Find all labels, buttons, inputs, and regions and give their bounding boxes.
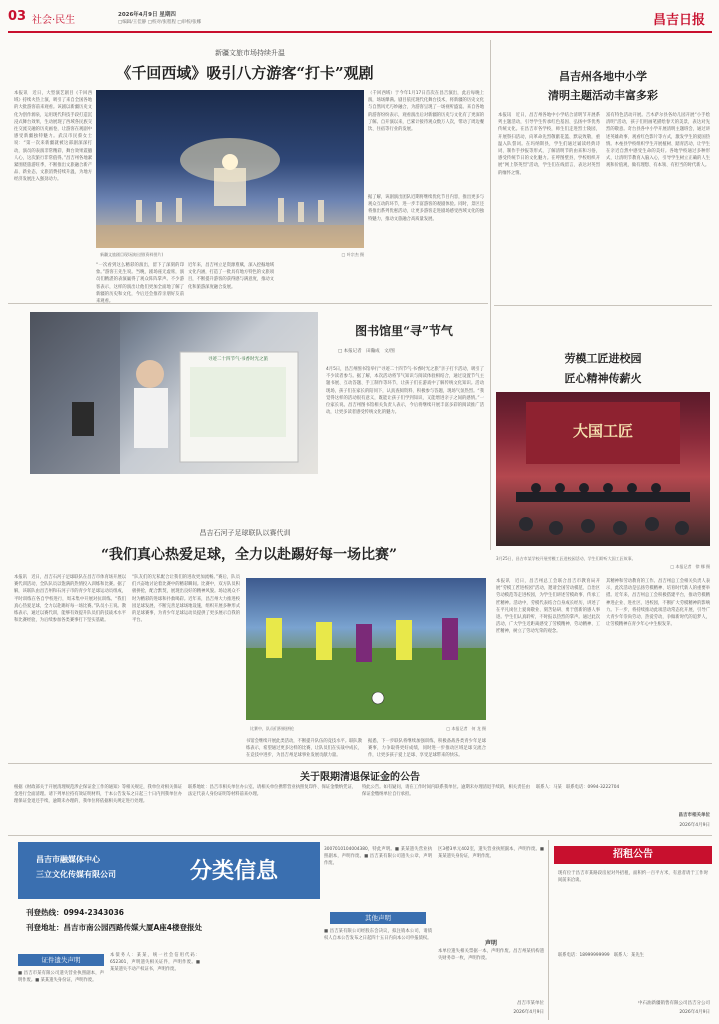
article2-title-line1: 昌吉州各地中小学 — [559, 70, 647, 83]
section-divider — [494, 305, 712, 306]
classifieds-media-line1: 昌吉市融媒体中心 — [36, 855, 100, 864]
recruit-contact: 联系电话：18999999999 联系人：某先生 — [558, 953, 644, 958]
article1-photo-caption: 新疆文旅剧目现场演出照(资料图片) — [100, 252, 164, 257]
recruit-body: 现有位于昌吉市某路段房屋对外招租，面积约一百平方米，有意者请于工作时间前来洽谈。 — [558, 871, 708, 884]
notice-title: 关于限期清退保证金的公告 — [300, 772, 420, 783]
editor-meta: □编辑/王佳静 □校对/张程程 □审校/张娜 — [118, 20, 202, 25]
statement-text: 本单位遗失相关票据一本，声明作废。昌吉州某机构遗失财务章一枚，声明作废。 — [438, 949, 544, 962]
article3-body: 4月5日，昌吉州图书馆举行“寻迹二十四节气·书香时光之旅”亲子打卡活动，吸引了不少读者参与。据了解，本次活动将节气知识与阅读体验相结合，通过设置节气主题书展、互动答题、手工制作等环节，让孩子们在游戏中了解传统文化知识。活动现场，孩子们在家长的陪同下，认真查阅资料、积极参与答题，现场气氛热烈。“我觉得这样的活动很有意义，既能让孩子们学到知识，又能增进亲子之间的感情。”一位家长说。昌吉州图书馆相关负责人表示，今后将继续开展丰富多彩的阅读推广活动，让更多读者感受传统文化的魅力。 — [326, 367, 484, 416]
article4-photo-credit: □ 本报记者 徐 娜 摄 — [670, 564, 710, 569]
stage-performance-illustration — [96, 90, 364, 248]
notice-col4: 联系人：马某 联系电话：0994-3222704 — [536, 785, 620, 790]
article5-col4: 据悉，下一步联队将继续加强训练，积极备战各类青少年足球赛事，力争取得更好成绩，同时进一步推动区域足球交流合作，让更多孩子爱上足球、享受足球带来的快乐。 — [368, 739, 486, 759]
classifieds-address: 刊登地址：昌吉市南公园西路传媒大厦A座4楼登报处 — [26, 923, 203, 932]
notice-col3: 特此公告。如有疑问，请在工作时间内联系我单位。逾期未办理清退手续的，相关责任由保证金缴纳单位自行承担。 — [362, 785, 530, 798]
article5-col3: 书馆会继续开展此类活动，不断提升队伍的竞技水平。联队教练表示，希望通过更多这样的比赛，让队员们在实战中成长，在竞技中进步，为昌吉州足球事业发展贡献力量。 — [246, 739, 363, 759]
workshop-hall-illustration — [496, 392, 710, 546]
issue-date: 2026年4月9日 星期四 — [118, 12, 176, 18]
article1-col3: 据了解，该剧演出团队近期将继续优化节目内容，推出更多与观众互动的环节，进一步丰富游客的观剧体验。同时，景区还将推出系列优惠活动，让更多游客走进剧场感受西域文化的独特魅力，推动文旅融合高质量发展。 — [368, 195, 485, 222]
article5-photo — [246, 578, 486, 720]
article1-photo-credit: □ 叶宗杰 摄 — [341, 252, 364, 257]
lost-col2: 本债务人：某某，统一社会信用代码：652301，声明遗失相关证件，声明作废。■ 某某遗失不动产权证书，声明作废。 — [110, 953, 200, 973]
statement-issuer: 昌吉市某单位 — [517, 1001, 544, 1006]
notice-date: 2026年4月9日 — [679, 823, 710, 828]
recruit-issuer: 中石油新疆销售有限公司昌吉分公司 — [638, 1001, 710, 1006]
classifieds-banner — [18, 842, 320, 899]
article3-title: 图书馆里“寻”节气 — [355, 324, 453, 338]
recruit-date: 2026年4月9日 — [679, 1010, 710, 1015]
lost-col3: 3007010104004380，特此声明。■ 某某遗失营业执照副本，声明作废。■ 昌吉某有限公司遗失公章，声明作废。 — [324, 847, 432, 867]
article1-col5: 近年来，昌吉州立足资源禀赋，深入挖掘地域文化内涵，打造了一批具有地方特色的文旅项目，不断提升游客的获得感与满意度，推动文化和旅游深度融合发展。 — [188, 263, 274, 290]
article3-sign: 寻迹二十四节气·书香时光之旅 — [208, 357, 268, 362]
section-name: 社会·民生 — [32, 15, 76, 26]
article4-col2: 其精神和劳动教育的工作。昌吉州总工会相关负责人表示，此次活动是弘扬劳模精神、培育时代新人的重要举措。近年来，昌吉州总工会积极搭建平台，推动劳模精神进企业、进社区、进校园，不断扩大劳模精神的影响力。下一步，将持续推动此项活动常态化开展，引导广大青少年崇尚劳动、热爱劳动，争做新时代的追梦人，让劳模精神在青少年心中生根发芽。 — [606, 579, 710, 628]
page-header — [0, 0, 719, 30]
article3-byline: □ 本报记者 田瀚成 文/图 — [338, 349, 395, 354]
article5-title: “我们真心热爱足球，全力以赴踢好每一场比赛” — [100, 547, 398, 563]
article1-title: 《千回西域》吸引八方游客“打卡”观剧 — [116, 64, 374, 82]
article4-photo-caption: 3月25日，昌吉市某学校开展劳模工匠进校园活动，学生们聆听大国工匠故事。 — [496, 556, 636, 561]
article3-photo — [30, 312, 318, 474]
article5-col1: 本报讯 近日，昌吉石河子足球联队在昌吉市体育场开展以赛代训活动，全队队员以饱满的热情投入训练和比赛。据了解，该联队由昌吉州和石河子市的青少年足球运动员组成，平时训练在各自学校进行，周末集中开展对抗训练。“我们真心热爱足球，全力以赴踢好每一场比赛。”队员小王说。教练表示，通过以赛代训，能够有效提升队员们的技战术水平和比赛经验，为后续参加各类赛事打下坚实基础。 — [14, 575, 126, 624]
page-number: 03 — [8, 9, 27, 24]
notice-issuer: 昌吉市相关单位 — [678, 813, 710, 818]
column-divider — [548, 840, 549, 1020]
statement-title: 声明 — [484, 940, 497, 947]
section-divider — [8, 835, 712, 836]
article5-subtitle: 昌吉石河子足球联队以赛代训 — [199, 529, 291, 537]
header-divider — [8, 31, 712, 33]
article1-col2: （千回西域）于今年1月17日首次在昌吉演出，此后每晚上演，场场爆满。剧目依托现代化舞台技术，将新疆的历史文化与自然风光巧妙融合，为游客呈现了一场视听盛宴。来自各地的游客纷纷表示，观看演出后对新疆的历史与文化有了更深的了解。自开演以来，已累计接待观众数万人次，带动了周边餐饮、住宿等行业的发展。 — [368, 91, 485, 133]
article4-photo-banner: 大国工匠 — [572, 422, 633, 440]
article2-col2: 富有特色活动开展。吉木萨尔县各幼儿园开展“小手绘清明”活动，孩子们用画笔描绘春天的美景，表达对先烈的敬意。奇台县各中小学开展清明主题班会，通过讲述英雄故事、观看红色影片等方式，激发学生的爱国热情。木垒县学校组织学生开展植树、踏青活动，让学生在亲近自然中感受生命的美好。各地学校通过多种形式，让清明节教育入脑入心，引导学生树立正确的人生观和价值观，做有理想、有本领、有担当的时代新人。 — [606, 113, 710, 169]
other-text: ■ 昌吉某有限公司经股东会决议，拟注销本公司，请债权人自本公告发布之日起四十五日内向本公司申报债权。 — [324, 929, 432, 942]
article4-col1: 本报讯 近日，昌吉州总工会联合昌吉市教育局开展“劳模工匠进校园”活动，邀请全国劳动模范、自治区劳动模范等走进校园，为学生们讲述劳模故事、传承工匠精神。活动中，劳模代表结合自身成长经历，讲述了在平凡岗位上爱岗敬业、刻苦钻研、勇于创新的感人事迹。学生们认真聆听，不时报以热烈的掌声。通过此次活动，广大学生近距离感受了劳模精神、劳动精神、工匠精神，树立了劳动光荣的观念。 — [496, 579, 600, 635]
newspaper-logo: 昌吉日报 — [652, 13, 705, 28]
classifieds-media-line2: 三立文化传媒有限公司 — [36, 870, 116, 879]
article4-title-line2: 匠心精神传薪火 — [564, 372, 642, 385]
article4-title-line1: 劳模工匠进校园 — [564, 352, 642, 365]
lost-tag: 证件遗失声明 — [18, 954, 104, 966]
article4-photo — [496, 392, 710, 546]
other-tag: 其他声明 — [330, 912, 426, 924]
article1-col4: “一次看到这么精彩的演出，留下了深刻的印象。”游客王先生说。当晚，剧场座无虚席，演员们精湛的表演赢得了观众阵阵掌声。不少游客表示，这样的演出让他们更加全面地了解了新疆的历史和文化，今后还会推荐亲朋好友前来观看。 — [96, 263, 184, 305]
library-girl-illustration — [30, 312, 318, 474]
article5-photo-caption: 比赛中，队员们积极拼抢 — [250, 726, 294, 731]
article1-col1: 本报讯 近日，大型演艺剧目《千回西域》持续火热上演，吸引了来自全国各地的大批游客前来观看。该剧以新疆历史文化为创作源泉，运用现代科技手段打造沉浸式舞台效果，生动展现了西域各民族交往交流交融的历史画卷，让游客在观剧中感受新疆独特魅力。武汉市民蔡女士说：“第一次来新疆就被这部剧深深打动，演员的表演非常精彩，舞台效果震撼人心，这次旅行非常值得。”昌吉州各地紧紧围绕旅游旺季，不断推出文旅融合新产品、新业态，文旅消费持续升温，为地方经济发展注入强劲动力。 — [14, 91, 92, 183]
classifieds-phone: 刊登热线：0994-2343036 — [26, 908, 125, 917]
lost-col4: 区3楼3单元402室，遗失营业执照副本，声明作废。■ 某某遗失身份证，声明作废。 — [438, 847, 544, 860]
recruit-title: 招租公告 — [554, 846, 712, 864]
football-match-illustration — [246, 578, 486, 720]
classifieds-title: 分类信息 — [190, 859, 279, 884]
lost-col1: ■ 昌吉市某有限公司遗失营业执照副本，声明作废。■ 某某遗失身份证，声明作废。 — [18, 971, 104, 984]
section-divider — [8, 763, 712, 764]
article5-col2: “队友们的无私配合让我们的进攻更加流畅。”赛后，队员们兴奋地讨论着比赛中的精彩瞬间。比赛中，双方队员积极拼抢，配合默契，展现出良好的精神风貌。场边观众不时为精彩的进球和扑救喝彩。近年来，昌吉州大力推进校园足球发展，不断完善足球场地设施，组织开展多种形式的足球赛事，为青少年足球运动员提供了更多展示自我的平台。 — [132, 575, 240, 624]
article1-subtitle: 新疆文旅市场持续升温 — [215, 49, 285, 57]
notice-col1: 根据《财政部关于开展清理规范涉企保证金工作的通知》等相关规定，我单位对相关保证金进行全面清理。请下列单位持有效证明材料，于本公告发布之日起三十日内到我单位办理保证金退还手续，逾期未办理的，我单位将依据相关规定进行处理。 — [14, 785, 182, 805]
statement-date: 2026年4月9日 — [513, 1010, 544, 1015]
notice-col2: 联系地址：昌吉市相关单位办公室。请相关单位携带营业执照复印件、保证金缴纳凭证、法定代表人身份证明等材料前来办理。 — [188, 785, 356, 798]
section-divider — [8, 303, 488, 304]
column-divider — [490, 40, 491, 550]
article5-photo-credit: □ 本报记者 何 龙 摄 — [446, 726, 486, 731]
article2-title-line2: 清明主题活动丰富多彩 — [548, 89, 658, 102]
article1-photo — [96, 90, 364, 248]
article2-col1: 本报讯 近日，昌吉州各地中小学结合清明节开展系列主题活动，引导学生传承红色基因、弘扬中华优秀传统文化。在昌吉市各学校，师生们走进烈士陵园，开展祭扫活动，向革命先烈敬献花篮、默哀致敬，重温入队誓词。在玛纳斯县，学生们通过诵读经典诗词、制作手抄报等形式，了解清明节的由来和习俗，感受传统节日的文化魅力。在呼图壁县，学校组织开展“网上祭英烈”活动，学生们在线留言，表达对英烈的缅怀之情。 — [498, 113, 600, 176]
